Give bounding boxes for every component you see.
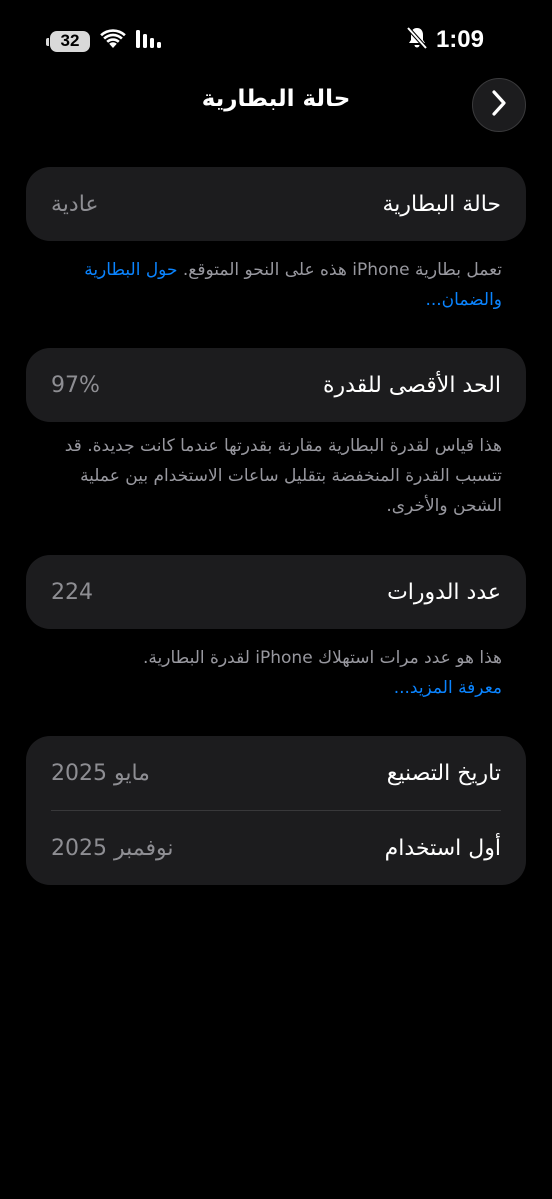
first-use-row	[26, 811, 526, 885]
first-use-value: نوفمبر 2025	[51, 835, 174, 861]
manufacture-date-value: مايو 2025	[51, 760, 150, 786]
wifi-icon	[100, 29, 126, 53]
battery-health-description: تعمل بطارية iPhone هذه على النحو المتوقع.	[182, 260, 502, 280]
status-bar	[0, 0, 552, 80]
battery-health-row	[26, 167, 526, 241]
learn-more-link[interactable]: معرفة المزيد...	[393, 678, 502, 698]
battery-icon	[50, 31, 90, 52]
status-bar-time: 1:09	[435, 26, 484, 53]
maximum-capacity-value: 97%	[51, 372, 100, 398]
cycle-count-card	[26, 555, 526, 629]
battery-health-card	[26, 167, 526, 241]
battery-level: 32	[60, 31, 80, 50]
battery-health-title: حالة البطارية	[382, 191, 501, 217]
battery-warranty-link[interactable]: حول البطارية والضمان...	[84, 260, 502, 310]
battery-health-value: عادية	[51, 191, 99, 217]
maximum-capacity-title: الحد الأقصى للقدرة	[323, 372, 501, 398]
cycle-count-row	[26, 555, 526, 629]
cycle-count-title: عدد الدورات	[387, 579, 501, 605]
cycle-count-value: 224	[51, 579, 93, 605]
cellular-signal-icon	[136, 30, 162, 52]
maximum-capacity-row	[26, 348, 526, 422]
page-title: حالة البطارية	[201, 86, 351, 112]
manufacture-date-title: تاريخ التصنيع	[386, 760, 501, 786]
status-bar-time-area	[406, 26, 484, 54]
status-bar-indicators	[50, 28, 162, 54]
cycle-count-footnote	[50, 643, 502, 703]
maximum-capacity-card	[26, 348, 526, 422]
silent-mode-icon	[406, 26, 428, 54]
forward-button[interactable]	[472, 78, 526, 132]
battery-health-footnote	[50, 255, 502, 315]
cycle-count-description: هذا هو عدد مرات استهلاك iPhone لقدرة البطارية.	[143, 648, 502, 668]
dates-card	[26, 736, 526, 885]
manufacture-date-row	[26, 736, 526, 810]
first-use-title: أول استخدام	[384, 835, 501, 861]
maximum-capacity-footnote: هذا قياس لقدرة البطارية مقارنة بقدرتها عندما كانت جديدة. قد تتسبب القدرة المنخفضة بتقليل ساعات الاستخدام بين عملية الشحن والأخرى.	[64, 436, 502, 516]
chevron-right-icon	[491, 89, 507, 121]
